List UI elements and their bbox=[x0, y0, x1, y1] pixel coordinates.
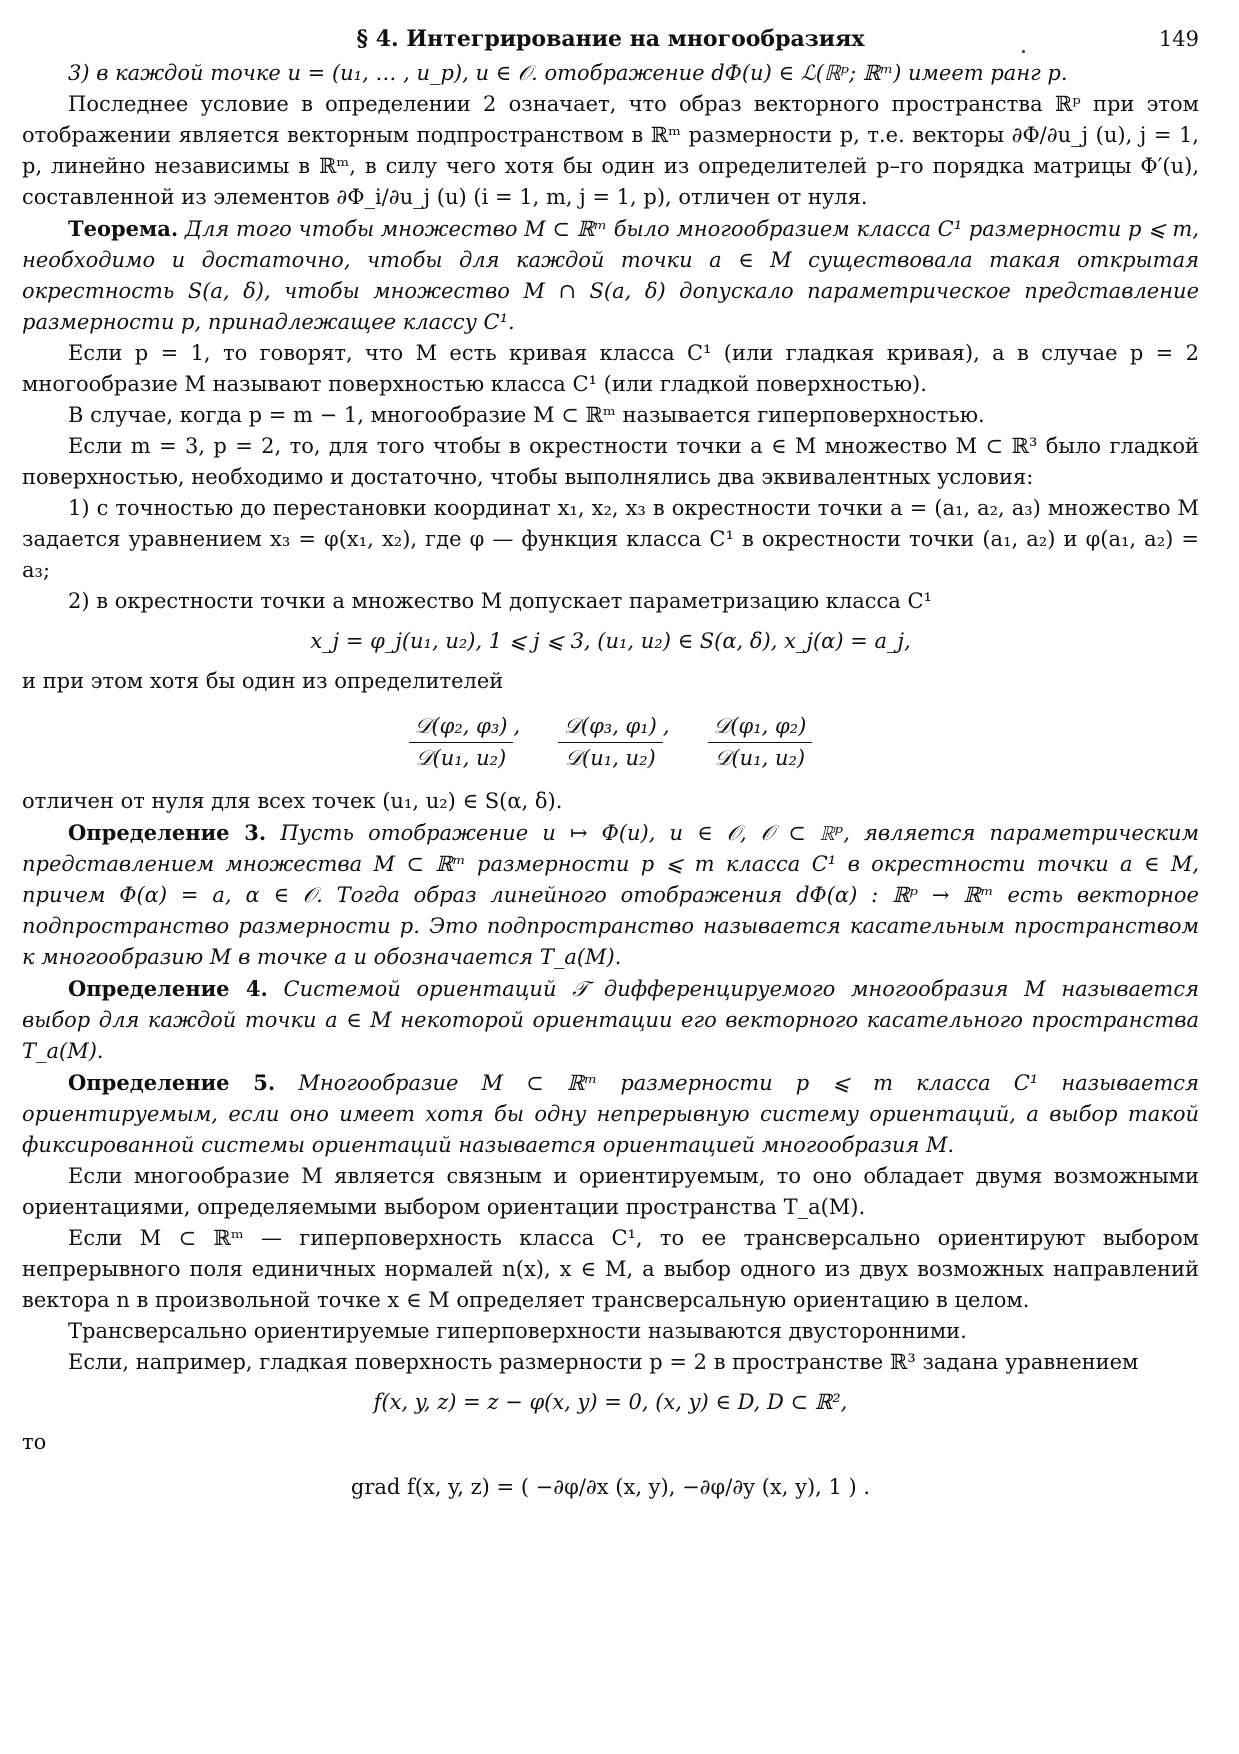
definition-4 bbox=[22, 973, 1199, 1067]
paragraph-curve-surface: Если p = 1, то говорят, что M есть кривая класса C¹ (или гладкая кривая), а в случае p = 2 многообразие M называют поверхностью класса C¹ (или гладкой поверхностью). bbox=[22, 341, 1199, 396]
definition-4-text: Системой ориентаций 𝒯 дифференцируемого многообразия M называется выбор для каждой точки a ∈ M некоторой ориентации его векторного касательного пространства T_a(M). bbox=[22, 977, 1199, 1063]
determinant-3: $\frac{\text{𝒟(φ₁, φ₂)}}{\text{𝒟(u₁, u₂)}}$ bbox=[708, 711, 813, 774]
definition-4-label: Определение 4. bbox=[68, 976, 268, 1001]
condition-2: 2) в окрестности точки a множество M допускает параметризацию класса C¹ bbox=[68, 589, 932, 613]
determinant-2: $\frac{\text{𝒟(φ₃, φ₁)}}{\text{𝒟(u₁, u₂)}}$ , bbox=[558, 711, 669, 774]
paragraph-nonzero: отличен от нуля для всех точек (u₁, u₂) ∈ S(α, δ). bbox=[22, 789, 563, 813]
section-title: § 4. Интегрирование на многообразиях bbox=[356, 26, 865, 52]
paragraph-transversal-orientation: Если M ⊂ ℝᵐ — гиперповерхность класса C¹, то ее трансверсально ориентируют выбором непрерывного поля единичных нормалей n(x), x ∈ M, а выбор одного из двух возможных направлений вектора n в произвольной точке x ∈ M определяет трансверсальную ориентацию в целом. bbox=[22, 1226, 1199, 1312]
definition-3-text: Пусть отображение u ↦ Φ(u), u ∈ 𝒪, 𝒪 ⊂ ℝᵖ, является параметрическим представлением множества M ⊂ ℝᵐ размерности p ⩽ m класса C¹ в окрестности точки a ∈ M, причем Φ(α) = a, α ∈ 𝒪. Тогда образ линейного отображения dΦ(α) : ℝᵖ → ℝᵐ есть векторное подпространство размерности p. Это подпространство называется касательным пространством к многообразию M в точке a и обозначается T_a(M). bbox=[22, 821, 1199, 969]
condition-1: 1) с точностью до перестановки координат x₁, x₂, x₃ в окрестности точки a = (a₁, a₂, a₃) множество M задается уравнением x₃ = φ(x₁, x₂), где φ — функция класса C¹ в окрестности точки (a₁, a₂) и φ(a₁, a₂) = a₃; bbox=[22, 496, 1199, 582]
paragraph-two-orientations: Если многообразие M является связным и ориентируемым, то оно обладает двумя возможными ориентациями, определяемыми выбором ориентации пространства T_a(M). bbox=[22, 1164, 1199, 1219]
page-number: 149 bbox=[1158, 27, 1199, 51]
determinant-1: $\frac{\text{𝒟(φ₂, φ₃)}}{\text{𝒟(u₁, u₂)}}$ , bbox=[409, 711, 520, 774]
definition-3 bbox=[22, 817, 1199, 973]
theorem bbox=[22, 213, 1199, 338]
paragraph-then: то bbox=[22, 1430, 47, 1454]
definition-5 bbox=[22, 1067, 1199, 1161]
paragraph-hypersurface: В случае, когда p = m − 1, многообразие M ⊂ ℝᵐ называется гиперповерхностью. bbox=[68, 403, 985, 427]
theorem-label: Теорема. bbox=[68, 216, 179, 241]
theorem-text: Для того чтобы множество M ⊂ ℝᵐ было многообразием класса C¹ размерности p ⩽ m, необходимо и достаточно, чтобы для каждой точки a ∈ M существовала такая открытая окрестность S(a, δ), чтобы множество M ∩ S(a, δ) допускало параметрическое представление размерности p, принадлежащее классу C¹. bbox=[22, 217, 1199, 334]
parametrization-formula: x_j = φ_j(u₁, u₂), 1 ⩽ j ⩽ 3, (u₁, u₂) ∈ S(α, δ), x_j(α) = a_j, bbox=[310, 629, 911, 653]
surface-equation: f(x, y, z) = z − φ(x, y) = 0, (x, y) ∈ D, D ⊂ ℝ², bbox=[373, 1390, 848, 1414]
gradient-formula: grad f(x, y, z) = ( −∂φ/∂x (x, y), −∂φ/∂y (x, y), 1 ) . bbox=[350, 1475, 871, 1499]
paragraph-smooth-surface-conditions: Если m = 3, p = 2, то, для того чтобы в окрестности точки a ∈ M множество M ⊂ ℝ³ было гладкой поверхностью, необходимо и достаточно, чтобы выполнялись два эквивалентных условия: bbox=[22, 434, 1199, 489]
paragraph-example: Если, например, гладкая поверхность размерности p = 2 в пространстве ℝ³ задана уравнением bbox=[68, 1350, 1139, 1374]
definition-5-text: Многообразие M ⊂ ℝᵐ размерности p ⩽ m класса C¹ называется ориентируемым, если оно имеет хотя бы одну непрерывную систему ориентаций, а выбор такой фиксированной системы ориентаций называется ориентацией многообразия M. bbox=[22, 1071, 1199, 1157]
paragraph-rank-explanation: Последнее условие в определении 2 означает, что образ векторного пространства ℝᵖ при этом отображении является векторным подпространством в ℝᵐ размерности p, т.е. векторы ∂Φ/∂u_j (u), j = 1, p, линейно независимы в ℝᵐ, в силу чего хотя бы один из определителей p–го порядка матрицы Φ′(u), составленной из элементов ∂Φ_i/∂u_j (u) (i = 1, m, j = 1, p), отличен от нуля. bbox=[22, 92, 1199, 209]
paragraph-two-sided: Трансверсально ориентируемые гиперповерхности называются двусторонними. bbox=[68, 1319, 967, 1343]
definition-3-label: Определение 3. bbox=[68, 820, 267, 845]
condition-3: 3) в каждой точке u = (u₁, … , u_p), u ∈ 𝒪. отображение dΦ(u) ∈ ℒ(ℝᵖ; ℝᵐ) имеет ранг p. bbox=[68, 61, 1068, 85]
jacobian-determinants bbox=[22, 711, 1199, 774]
paragraph-determinants-intro: и при этом хотя бы один из определителей bbox=[22, 669, 504, 693]
definition-5-label: Определение 5. bbox=[68, 1070, 276, 1095]
running-header bbox=[22, 24, 1199, 58]
